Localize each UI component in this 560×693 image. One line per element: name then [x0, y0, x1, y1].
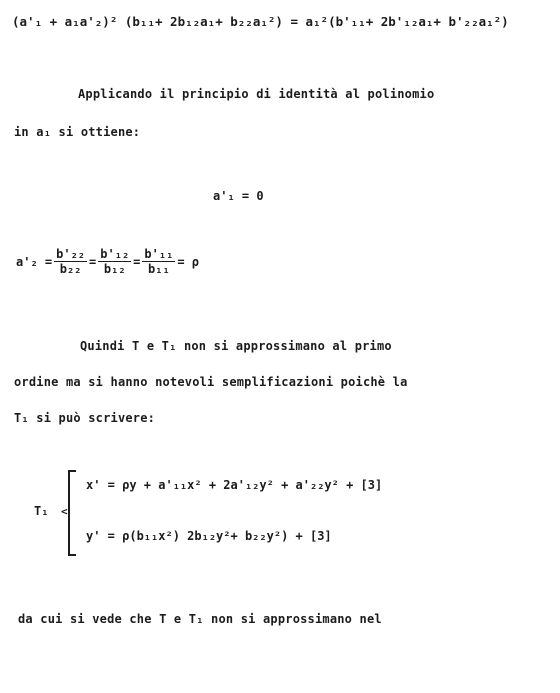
fraction-3-numerator: b'₁₁	[144, 247, 174, 261]
paragraph-2-line-3: T₁ si può scrivere:	[14, 411, 156, 425]
fraction-2	[98, 247, 131, 276]
system-brace-bottom	[68, 554, 76, 556]
system-brace-top	[68, 470, 76, 472]
fraction-1	[54, 247, 87, 276]
paragraph-2-line-2: ordine ma si hanno notevoli semplificazioni poichè la	[14, 375, 408, 389]
paragraph-1-line-2: in a₁ si ottiene:	[14, 125, 141, 139]
equation-a2-rhs: = ρ	[177, 254, 199, 269]
paragraph-1-line-1: Applicando il principio di identità al polinomio	[78, 87, 435, 101]
system-brace-point: <	[61, 505, 68, 518]
fraction-3-denominator: b₁₁	[142, 261, 175, 276]
equals-sign: =	[133, 254, 141, 269]
paragraph-2-line-1: Quindi T e T₁ non si approssimano al primo	[80, 339, 392, 353]
equation-a1: a'₁ = 0	[213, 189, 264, 203]
paragraph-3-line-1: da cui si vede che T e T₁ non si approssimano nel	[18, 612, 382, 626]
system-line-1: x' = ρy + a'₁₁x² + 2a'₁₂y² + a'₂₂y² + [3]	[86, 478, 383, 492]
fraction-2-numerator: b'₁₂	[100, 247, 130, 261]
fraction-2-denominator: b₁₂	[98, 261, 131, 276]
equation-a2-lhs: a'₂ =	[16, 254, 53, 269]
system-line-2: y' = ρ(b₁₁x²) 2b₁₂y²+ b₂₂y²) + [3]	[86, 529, 332, 543]
fraction-1-numerator: b'₂₂	[56, 247, 86, 261]
fraction-1-denominator: b₂₂	[54, 261, 87, 276]
system-brace	[68, 470, 70, 556]
system-label: T₁	[34, 504, 49, 518]
equation-top: (a'₁ + a₁a'₂)² (b₁₁+ 2b₁₂a₁+ b₂₂a₁²) = a₁²(b'₁₁+ 2b'₁₂a₁+ b'₂₂a₁²)	[12, 14, 509, 29]
equation-a2	[16, 247, 199, 276]
equals-sign: =	[89, 254, 97, 269]
fraction-3	[142, 247, 175, 276]
